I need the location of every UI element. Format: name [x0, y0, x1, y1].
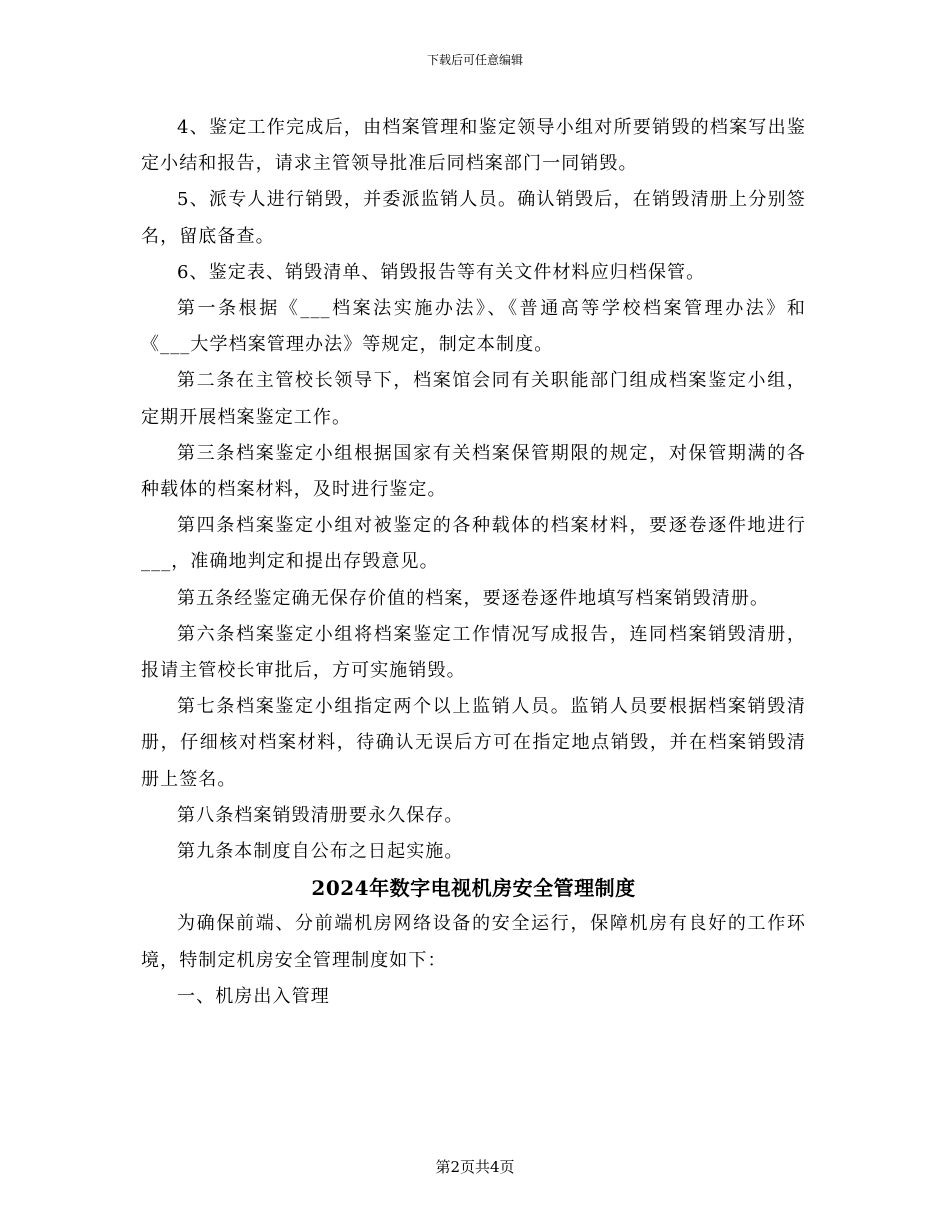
paragraph: 第七条档案鉴定小组指定两个以上监销人员。监销人员要根据档案销毁清册，仔细核对档案材料，待确认无误后方可在指定地点销毁，并在档案销毁清册上签名。 [141, 696, 806, 790]
paragraph: 6、鉴定表、销毁清单、销毁报告等有关文件材料应归档保管。 [177, 261, 706, 283]
paragraph: 第五条经鉴定确无保存价值的档案，要逐卷逐件地填写档案销毁清册。 [177, 587, 770, 609]
document-body [141, 110, 806, 1015]
paragraph: 为确保前端、分前端机房网络设备的安全运行，保障机房有良好的工作环境，特制定机房安全管理制度如下： [141, 913, 806, 971]
page-footer: 第2页共4页 [435, 1158, 515, 1176]
paragraph: 第八条档案销毁清册要永久保存。 [177, 804, 464, 826]
paragraph: 5、派专人进行销毁，并委派监销人员。确认销毁后，在销毁清册上分别签名，留底备查。 [141, 189, 806, 247]
paragraph: 第九条本制度自公布之日起实施。 [177, 841, 464, 863]
paragraph: 第三条档案鉴定小组根据国家有关档案保管期限的规定，对保管期满的各种载体的档案材料，及时进行鉴定。 [141, 442, 806, 501]
paragraph: 第四条档案鉴定小组对被鉴定的各种载体的档案材料，要逐卷逐件地进行___，准确地判定和提出存毁意见。 [141, 515, 806, 573]
paragraph: 第二条在主管校长领导下，档案馆会同有关职能部门组成档案鉴定小组，定期开展档案鉴定工作。 [141, 370, 806, 428]
page-header: 下载后可任意编辑 [426, 53, 523, 67]
paragraph: 第一条根据《___档案法实施办法》、《普通高等学校档案管理办法》和《___大学档案管理办法》等规定，制定本制度。 [141, 298, 806, 356]
section-title: 2024年数字电视机房安全管理制度 [311, 876, 636, 901]
paragraph: 4、鉴定工作完成后，由档案管理和鉴定领导小组对所要销毁的档案写出鉴定小结和报告，请求主管领导批准后同档案部门一同销毁。 [141, 117, 806, 175]
paragraph: 一、机房出入管理 [177, 985, 330, 1007]
paragraph: 第六条档案鉴定小组将档案鉴定工作情况写成报告，连同档案销毁清册，报请主管校长审批后，方可实施销毁。 [141, 623, 806, 682]
